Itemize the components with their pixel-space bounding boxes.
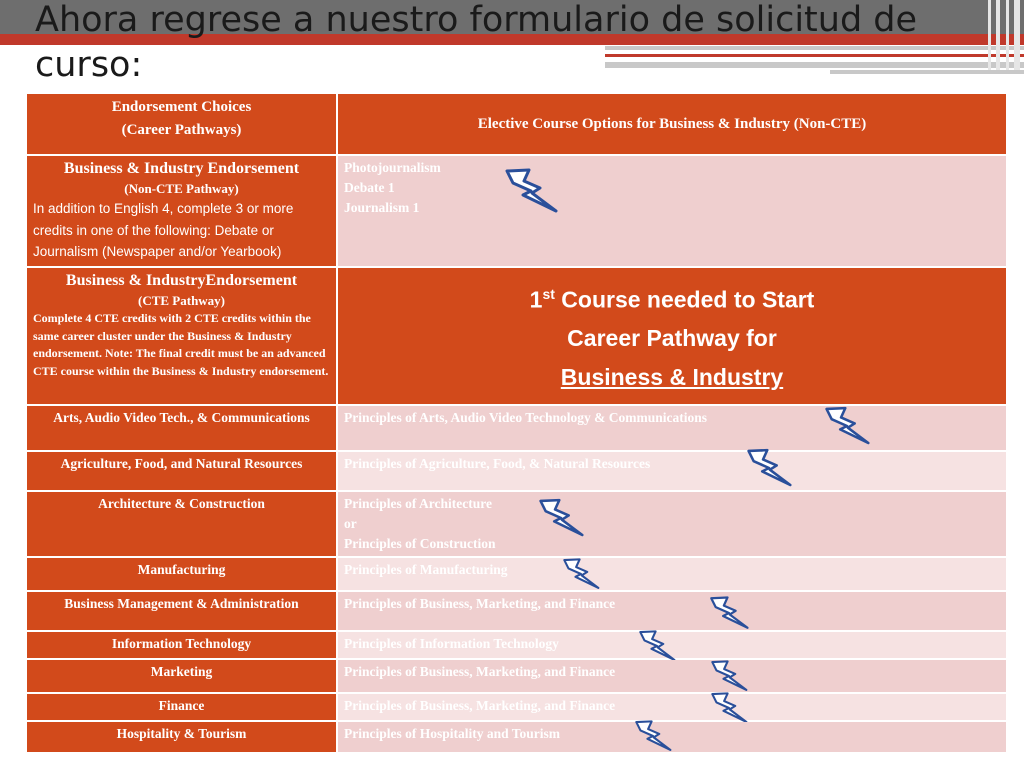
- lightning-bolt-icon: [706, 692, 752, 724]
- callout-number: 1: [529, 286, 543, 313]
- course-table: [25, 92, 1008, 754]
- lightning-bolt-icon: [558, 558, 604, 590]
- course-name: Principles of Arts, Audio Video Technology & Communications: [344, 410, 708, 425]
- lightning-bolt-icon: [824, 406, 870, 446]
- table-row: [27, 722, 1006, 752]
- course-name: Principles of Business, Marketing, and Finance: [344, 698, 616, 713]
- pathway-cell: Business Management & Administration: [27, 592, 336, 630]
- pathway-cell: Finance: [27, 694, 336, 720]
- pathway-cell: Information Technology: [27, 632, 336, 658]
- slide-title: Ahora regrese a nuestro formulario de solicitud de curso:: [35, 0, 918, 85]
- lightning-bolt-icon: [538, 498, 584, 538]
- lightning-bolt-icon: [504, 168, 558, 214]
- course-cell: [338, 492, 1006, 556]
- pathway-cell: Marketing: [27, 660, 336, 692]
- callout-line1: Course needed to Start: [554, 286, 815, 313]
- table-row: [27, 492, 1006, 556]
- lightning-bolt-icon: [746, 448, 792, 488]
- cte-row: [27, 268, 1006, 404]
- table-row: [27, 406, 1006, 450]
- pathway-cell: Manufacturing: [27, 558, 336, 590]
- course-cell: [338, 452, 1006, 490]
- noncte-description: In addition to English 4, complete 3 or more credits in one of the following: Debate or Journalism (Newspaper and/or Yearbook): [33, 201, 294, 259]
- course-cell: [338, 558, 1006, 590]
- pathway-cell: Arts, Audio Video Tech., & Communications: [27, 406, 336, 450]
- lightning-bolt-icon: [706, 660, 752, 692]
- course-cell: [338, 632, 1006, 658]
- lightning-bolt-icon: [706, 596, 752, 630]
- course-name: Principles of Architecture: [344, 496, 492, 511]
- callout-line2: Career Pathway for: [567, 325, 777, 352]
- course-photojournalism: Photojournalism: [344, 160, 441, 175]
- course-name: Principles of Construction: [344, 536, 496, 551]
- course-cell: [338, 722, 1006, 752]
- noncte-title: Business & Industry Endorsement: [63, 160, 300, 177]
- cte-subtitle: (CTE Pathway): [137, 293, 226, 308]
- table-row: [27, 592, 1006, 630]
- table-header-row: [27, 94, 1006, 154]
- noncte-pathway-cell: [27, 156, 336, 266]
- header-col2-text: Elective Course Options for Business & Industry (Non-CTE): [477, 115, 867, 132]
- header-elective-options: [338, 94, 1006, 154]
- course-name: Principles of Information Technology: [344, 636, 559, 651]
- course-or-label: or: [344, 516, 357, 531]
- header-vertical-bars: [984, 0, 1024, 70]
- noncte-courses-cell: [338, 156, 1006, 266]
- course-name: Principles of Agriculture, Food, & Natural Resources: [344, 456, 651, 471]
- cte-pathway-cell: [27, 268, 336, 404]
- course-cell: [338, 660, 1006, 692]
- course-name: Principles of Manufacturing: [344, 562, 508, 577]
- course-debate-1: Debate 1: [344, 180, 395, 195]
- pathway-cell: Hospitality & Tourism: [27, 722, 336, 752]
- pathway-cell: Architecture & Construction: [27, 492, 336, 556]
- course-cell: [338, 592, 1006, 630]
- cte-callout: [344, 275, 1000, 398]
- course-cell: [338, 406, 1006, 450]
- header-col1-line2: (Career Pathways): [121, 122, 242, 138]
- header-endorsement-choices: [27, 94, 336, 154]
- table-row: [27, 694, 1006, 720]
- noncte-subtitle: (Non-CTE Pathway): [124, 181, 239, 196]
- table-row: [27, 452, 1006, 490]
- cte-callout-cell: [338, 268, 1006, 404]
- header-col1-line1: Endorsement Choices: [111, 99, 252, 115]
- callout-line3: Business & Industry: [560, 364, 784, 391]
- course-name: Principles of Business, Marketing, and Finance: [344, 664, 616, 679]
- lightning-bolt-icon: [634, 630, 680, 662]
- noncte-row: [27, 156, 1006, 266]
- table-row: [27, 558, 1006, 590]
- table-row: [27, 660, 1006, 692]
- course-name: Principles of Hospitality and Tourism: [344, 726, 561, 741]
- table-row: [27, 632, 1006, 658]
- callout-superscript: st: [542, 285, 555, 302]
- cte-description: Complete 4 CTE credits with 2 CTE credits within the same career cluster under the Business & Industry endorsement. Note: The final credit must be an advanced CTE course within the Business & Industry endorsement.: [33, 311, 329, 378]
- course-cell: [338, 694, 1006, 720]
- lightning-bolt-icon: [630, 720, 676, 752]
- course-journalism-1: Journalism 1: [344, 200, 420, 215]
- course-name: Principles of Business, Marketing, and Finance: [344, 596, 616, 611]
- cte-title: Business & IndustryEndorsement: [65, 272, 298, 289]
- pathway-cell: Agriculture, Food, and Natural Resources: [27, 452, 336, 490]
